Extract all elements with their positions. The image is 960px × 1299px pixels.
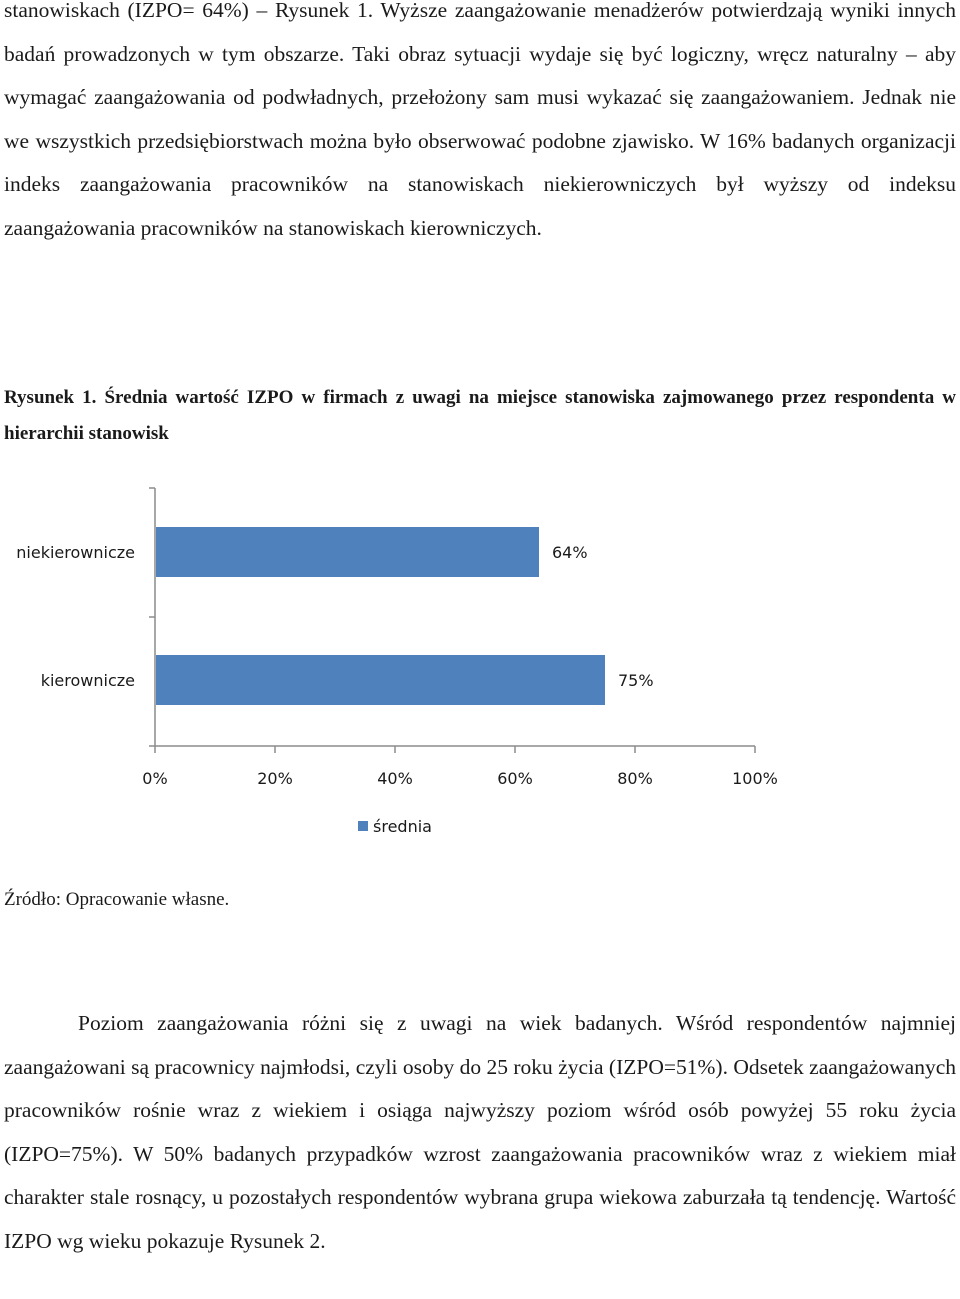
bar-niekierownicze bbox=[156, 527, 539, 577]
x-tick-label: 80% bbox=[617, 769, 653, 788]
x-tick-label: 0% bbox=[142, 769, 168, 788]
x-tick-label: 20% bbox=[257, 769, 293, 788]
x-tick-label: 40% bbox=[377, 769, 413, 788]
chart-legend bbox=[358, 817, 432, 836]
figure-source: Źródło: Opracowanie własne. bbox=[4, 889, 230, 910]
paragraph-bottom: Poziom zaangażowania różni się z uwagi na wiek badanych. Wśród respondentów najmniej zaangażowani są pracownicy najmłodsi, czyli osoby do 25 roku życia (IZPO=51%). Odsetek zaangażowanych pracowników rośnie wraz z wiekiem i osiąga najwyższy poziom wśród osób powyżej 55 roku życia (IZPO=75%). W 50% badanych przypadków wzrost zaangażowania pracowników wraz z wiekiem miał charakter stale rosnący, u pozostałych respondentów wybrana grupa wiekowa zaburzała tą tendencję. Wartość IZPO wg wieku pokazuje Rysunek 2. bbox=[4, 1011, 956, 1253]
x-tick-label: 100% bbox=[732, 769, 778, 788]
category-label: kierownicze bbox=[40, 671, 135, 690]
bar-chart bbox=[0, 470, 960, 850]
chart-bars bbox=[156, 527, 605, 705]
data-label: 75% bbox=[618, 671, 654, 690]
figure-caption: Rysunek 1. Średnia wartość IZPO w firmach z uwagi na miejsce stanowiska zajmowanego przez respondenta w hierarchii stanowisk bbox=[4, 387, 956, 444]
legend-swatch bbox=[358, 821, 368, 831]
paragraph-top: stanowiskach (IZPO= 64%) – Rysunek 1. Wyższe zaangażowanie menadżerów potwierdzają wyniki innych badań prowadzonych w tym obszarze. Taki obraz sytuacji wydaje się być logiczny, wręcz naturalny – aby wymagać zaangażowania od podwładnych, przełożony sam musi wykazać się zaangażowaniem. Jednak nie we wszystkich przedsiębiorstwach można było obserwować podobne zjawisko. W 16% badanych organizacji indeks zaangażowania pracowników na stanowiskach niekierowniczych był wyższy od indeksu zaangażowania pracowników na stanowiskach kierowniczych. bbox=[4, 0, 956, 240]
data-label: 64% bbox=[552, 543, 588, 562]
x-tick-label: 60% bbox=[497, 769, 533, 788]
bar-kierownicze bbox=[156, 655, 605, 705]
category-label: niekierownicze bbox=[16, 543, 135, 562]
legend-label: średnia bbox=[373, 817, 432, 836]
